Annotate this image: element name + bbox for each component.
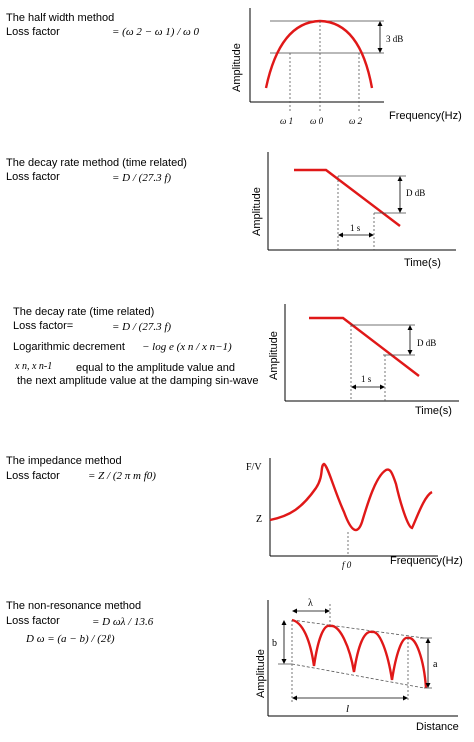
non-resonance-a: a xyxy=(433,659,438,670)
non-resonance-diagram xyxy=(248,594,474,740)
non-resonance-b: b xyxy=(272,638,277,649)
xn-description-1: equal to the amplitude value and xyxy=(76,362,236,374)
half-width-title: The half width method xyxy=(6,12,115,24)
non-resonance-ylabel: Amplitude xyxy=(255,649,267,698)
decay-rate-interval: 1 s xyxy=(361,374,372,384)
decay-method-title: The decay rate method (time related) xyxy=(6,157,187,169)
decay-method-interval: 1 s xyxy=(350,223,361,233)
non-resonance-d-formula: D ω = (a − b) / (2ℓ) xyxy=(26,633,115,645)
impedance-diagram xyxy=(240,450,474,574)
decay-method-xlabel: Time(s) xyxy=(404,257,441,269)
half-width-tick-w0: ω 0 xyxy=(310,116,324,126)
non-resonance-lower-envelope xyxy=(292,664,424,688)
decay-rate-xlabel: Time(s) xyxy=(415,405,452,417)
non-resonance-lambda: λ xyxy=(308,598,313,609)
decay-rate-db-label: D dB xyxy=(417,338,437,348)
half-width-loss-label: Loss factor xyxy=(6,26,60,38)
non-resonance-xlabel: Distance xyxy=(416,721,459,733)
decay-method-curve xyxy=(294,170,400,226)
decay-rate-diagram xyxy=(255,300,474,418)
decay-method-diagram xyxy=(240,148,474,272)
half-width-formula: = (ω 2 − ω 1) / ω 0 xyxy=(112,26,200,38)
non-resonance-formula: = D ωλ / 13.6 xyxy=(92,616,154,628)
half-width-3db-label: 3 dB xyxy=(386,34,404,44)
non-resonance-title: The non-resonance method xyxy=(6,600,142,612)
half-width-ylabel: Amplitude xyxy=(231,43,243,92)
decay-method-ylabel: Amplitude xyxy=(251,187,263,236)
impedance-formula: = Z / (2 π m f0) xyxy=(88,470,156,482)
non-resonance-curve xyxy=(292,620,426,688)
decay-rate-curve xyxy=(309,318,419,376)
log-decrement-label: Logarithmic decrement xyxy=(13,341,125,353)
non-resonance-loss-label: Loss factor xyxy=(6,615,60,627)
decay-rate-loss-label: Loss factor= xyxy=(13,320,74,332)
non-resonance-upper-envelope xyxy=(292,620,424,638)
decay-rate-formula: = D / (27.3 f) xyxy=(112,321,172,333)
non-resonance-l: l xyxy=(346,703,350,715)
log-decrement-formula: − log e (x n / x n−1) xyxy=(142,341,232,353)
half-width-tick-w2: ω 2 xyxy=(349,116,363,126)
impedance-xlabel: Frequency(Hz) xyxy=(390,555,463,567)
impedance-tick-f0: f 0 xyxy=(342,560,352,570)
decay-method-formula: = D / (27.3 f) xyxy=(112,172,172,184)
decay-rate-ylabel: Amplitude xyxy=(268,331,280,380)
impedance-loss-label: Loss factor xyxy=(6,470,60,482)
half-width-tick-w1: ω 1 xyxy=(280,116,294,126)
half-width-xlabel: Frequency(Hz) xyxy=(389,110,462,122)
decay-rate-title: The decay rate (time related) xyxy=(13,306,155,318)
impedance-y-top: F/V xyxy=(246,462,262,473)
impedance-curve xyxy=(270,464,432,530)
xn-description-2: the next amplitude value at the damping sin-wave xyxy=(17,375,259,387)
impedance-title: The impedance method xyxy=(6,455,122,467)
decay-method-loss-label: Loss factor xyxy=(6,171,60,183)
impedance-y-z: Z xyxy=(256,514,263,525)
half-width-diagram xyxy=(222,4,474,130)
xn-terms: x n, x n-1 xyxy=(15,361,53,372)
half-width-curve xyxy=(266,21,372,88)
decay-method-db-label: D dB xyxy=(406,188,426,198)
